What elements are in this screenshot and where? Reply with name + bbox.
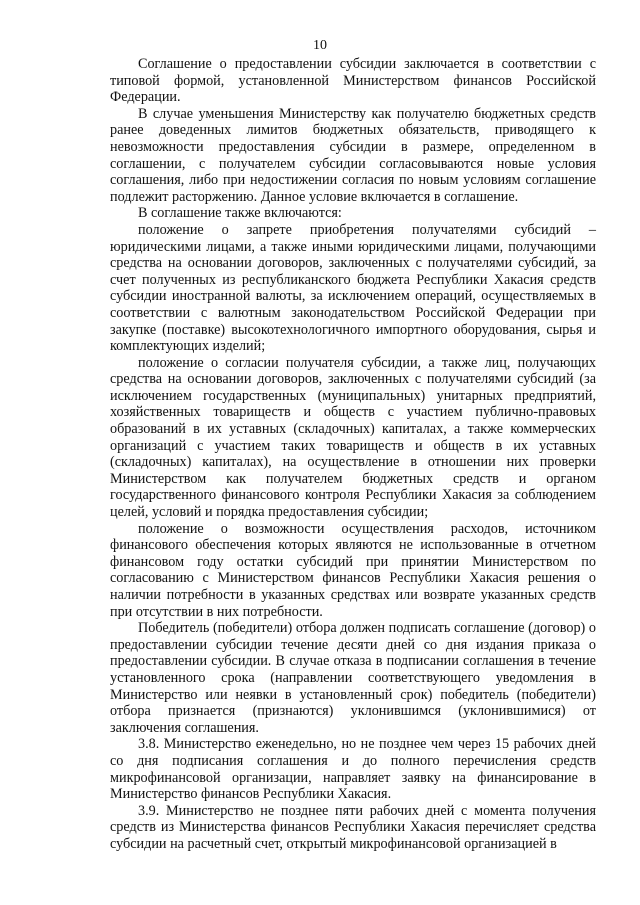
paragraph-unused-balances: положение о возможности осуществления расходов, источником финансового обеспечения которых являются не использованные в отчетном финансовом году остатки субсидий при принятии Министерством по согласованию с Министерством финансов Республики Хакасия решения о наличии потребности в указанных средствах или возврате указанных средств при отсутствии в них потребности. — [110, 520, 596, 620]
paragraph-agreement-includes: В соглашение также включаются: — [138, 205, 342, 222]
paragraph-clause-3-9: 3.9. Министерство не позднее пяти рабочих дней с момента получения средств из Министерства финансов Республики Хакасия перечисляет средства субсидии на расчетный счет, открытый микрофинансовой организацией в — [110, 802, 596, 852]
page-number: 10 — [313, 38, 327, 53]
paragraph-winner-signing: Победитель (победители) отбора должен подписать соглашение (договор) о предоставлении субсидии течение десяти дней со дня издания приказа о предоставлении субсидии. В случае отказа в подписании соглашения в течение установленного срока (направлении соответствующего уведомления в Министерство или неявки в установленный срок) победитель (победители) отбора признается (признаются) уклонившимся (уклонившимися) от заключения соглашения. — [110, 620, 596, 736]
paragraph-currency-prohibition: положение о запрете приобретения получателями субсидий – юридическими лицами, а также иными юридическими лицами, получающими средства на основании договоров, заключенных с получателями субсидий, за счет полученных из республиканского бюджета Республики Хакасия средств субсидии иностранной валюты, за исключением операций, осуществляемых в соответствии с валютным законодательством Российской Федерации при закупке (поставке) высокотехнологичного импортного оборудования, сырья и комплектующих изделий; — [110, 221, 596, 355]
paragraph-agreement-form: Соглашение о предоставлении субсидии заключается в соответствии с типовой формой, установленной Министерством финансов Российской Федерации. — [110, 56, 596, 106]
document-body — [110, 56, 596, 853]
paragraph-limits-reduction: В случае уменьшения Министерству как получателю бюджетных средств ранее доведенных лимитов бюджетных обязательств, приводящего к невозможности предоставления субсидии в размере, определенном в соглашении, с получателем субсидии согласовываются новые условия соглашения, либо при недостижении согласия по новым условиям соглашение подлежит расторжению. Данное условие включается в соглашение. — [110, 105, 596, 205]
paragraph-audit-consent: положение о согласии получателя субсидии, а также лиц, получающих средства на основании договоров, заключенных с получателями субсидий (за исключением государственных (муниципальных) унитарных предприятий, хозяйственных товариществ и обществ с участием публично-правовых образований в их уставных (складочных) капиталах, а также коммерческих организаций с участием таких товариществ и обществ в их уставных (складочных) капиталах), на осуществление в отношении них проверки Министерством как получателем бюджетных средств и органом государственного финансового контроля Республики Хакасия за соблюдением целей, условий и порядка предоставления субсидии; — [110, 354, 596, 521]
paragraph-clause-3-8: 3.8. Министерство еженедельно, но не позднее чем через 15 рабочих дней со дня подписания соглашения и до полного перечисления средств микрофинансовой организации, направляет заявку на финансирование в Министерство финансов Республики Хакасия. — [110, 736, 596, 803]
